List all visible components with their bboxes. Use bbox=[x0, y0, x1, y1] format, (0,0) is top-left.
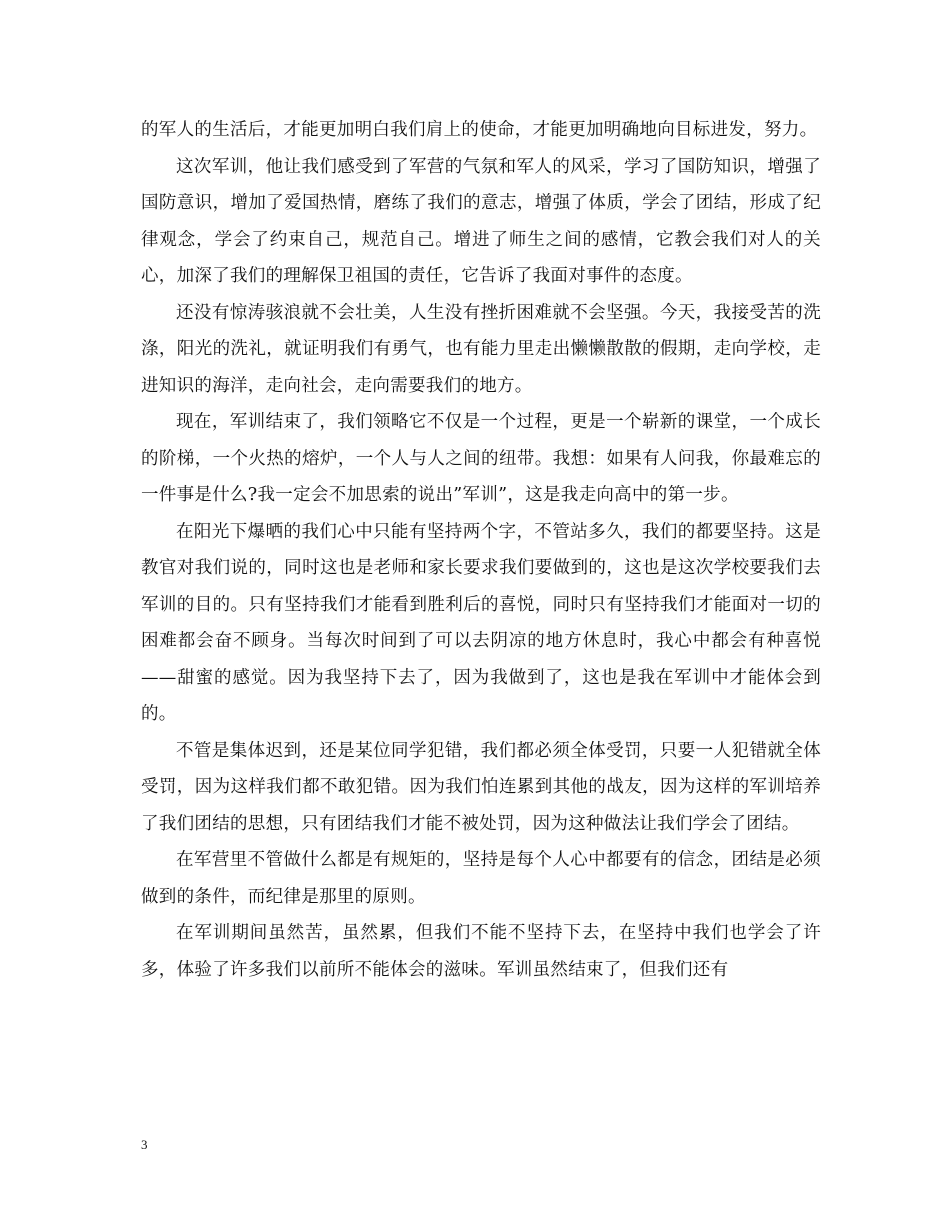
body-text bbox=[141, 112, 821, 988]
paragraph: 还没有惊涛骇浪就不会壮美，人生没有挫折困难就不会坚强。今天，我接受苦的洗涤，阳光的洗礼，就证明我们有勇气，也有能力里走出懒懒散散的假期，走向学校，走进知识的海洋，走向社会，走向需要我们的地方。 bbox=[141, 302, 821, 396]
paragraph: 现在，军训结束了，我们领略它不仅是一个过程，更是一个崭新的课堂，一个成长的阶梯，一个火热的熔炉，一个人与人之间的纽带。我想：如果有人问我，你最难忘的一件事是什么?我一定会不加思索的说出”军训”，这是我走向高中的第一步。 bbox=[141, 412, 821, 505]
paragraph: 这次军训，他让我们感受到了军营的气氛和军人的风采，学习了国防知识，增强了国防意识，增加了爱国热情，磨练了我们的意志，增强了体质，学会了团结，形成了纪律观念，学会了约束自己，规范自己。增进了师生之间的感情，它教会我们对人的关心，加深了我们的理解保卫祖国的责任，它告诉了我面对事件的态度。 bbox=[141, 156, 821, 286]
page-number: 3 bbox=[141, 1137, 148, 1152]
paragraph-continued: 的军人的生活后，才能更加明白我们肩上的使命，才能更加明确地向目标进发，努力。 bbox=[141, 120, 818, 140]
paragraph: 不管是集体迟到，还是某位同学犯错，我们都必须全体受罚，只要一人犯错就全体受罚，因为这样我们都不敢犯错。因为我们怕连累到其他的战友，因为这样的军训培养了我们团结的思想，只有团结我们才能不被处罚，因为这种做法让我们学会了团结。 bbox=[141, 740, 821, 834]
paragraph: 在阳光下爆晒的我们心中只能有坚持两个字，不管站多久，我们的都要坚持。这是教官对我们说的，同时这也是老师和家长要求我们要做到的，这也是这次学校要我们去军训的目的。只有坚持我们才能看到胜利后的喜悦，同时只有坚持我们才能面对一切的困难都会奋不顾身。当每次时间到了可以去阴凉的地方休息时，我心中都会有种喜悦——甜蜜的感觉。因为我坚持下去了，因为我做到了，这也是我在军训中才能体会到的。 bbox=[141, 521, 821, 724]
paragraph: 在军训期间虽然苦，虽然累，但我们不能不坚持下去，在坚持中我们也学会了许多，体验了许多我们以前所不能体会的滋味。军训虽然结束了，但我们还有 bbox=[141, 923, 821, 980]
paragraph: 在军营里不管做什么都是有规矩的，坚持是每个人心中都要有的信念，团结是必须做到的条件，而纪律是那里的原则。 bbox=[141, 850, 821, 907]
